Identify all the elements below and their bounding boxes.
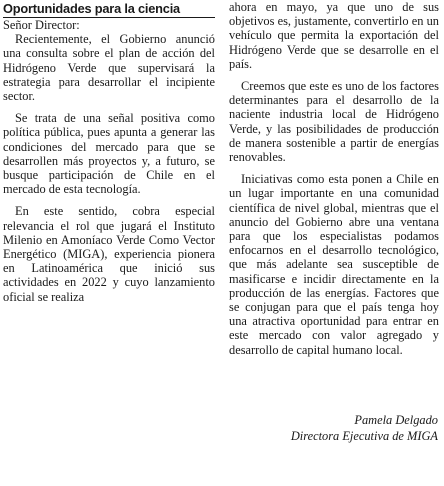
column-left xyxy=(3,0,215,312)
salutation: Señor Director: xyxy=(3,18,80,32)
paragraph-3: En este sentido, cobra especial relevancia el rol que jugará el Instituto Milenio en Amoníaco Verde Como Vector Energético (MIGA), experiencia pionera en Latinoamérica que inició sus actividades en 2022 y cuyo lanzamiento oficial se realiza xyxy=(3,204,215,304)
letter-title: Oportunidades para la ciencia xyxy=(3,2,215,18)
signature-role: Directora Ejecutiva de MIGA xyxy=(290,429,438,443)
paragraph-3-continued: ahora en mayo, ya que uno de sus objetivos es, justamente, convertirlo en un vehículo que permita la exportación del Hidrógeno Verde que se desarrolle en el país. xyxy=(229,0,439,71)
column-right xyxy=(229,0,439,365)
signature-block xyxy=(291,412,438,444)
signature-name: Pamela Delgado xyxy=(354,413,438,427)
paragraph-2: Se trata de una señal positiva como política pública, pues apunta a generar las condiciones del mercado para que se desarrollen más proyectos y, a futuro, se busque participación de Chile en el mercado de esta tecnología. xyxy=(3,111,215,197)
paragraph-4: Creemos que este es uno de los factores determinantes para el desarrollo de la naciente industria local de Hidrógeno Verde, y las posibilidades de producción de manera sostenible a partir de energías renovables. xyxy=(229,79,439,165)
paragraph-5: Iniciativas como esta ponen a Chile en un lugar importante en una comunidad científica de nivel global, mientras que el anuncio del Gobierno abre una ventana para que los especialistas podamos enfocarnos en el desarrollo tecnológico, que más adelante sea susceptible de masificarse e incidir directamente en la producción de las energías. Factores que se conjugan para que el país tenga hoy una atractiva oportunidad para entrar en este mercado con valor agregado y desarrollo de capital humano local. xyxy=(229,172,439,357)
paragraph-1: Recientemente, el Gobierno anunció una consulta sobre el plan de acción del Hidrógeno Verde que supervisará la estrategia para desarrollar el incipiente sector. xyxy=(3,32,215,104)
